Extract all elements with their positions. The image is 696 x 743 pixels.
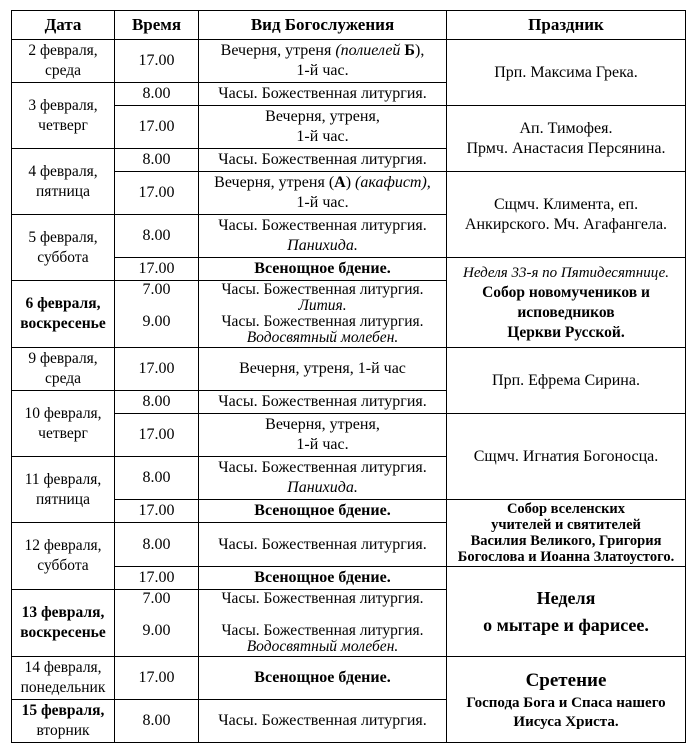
date-line: понедельник xyxy=(20,679,106,696)
service-cell: Часы. Божественная литургия. xyxy=(199,523,447,567)
date-line: суббота xyxy=(37,557,89,574)
service-line: Панихида. xyxy=(287,237,358,254)
date-cell xyxy=(12,215,115,281)
date-line: среда xyxy=(44,62,82,79)
header-cell-time: Время xyxy=(115,11,199,40)
spacer-line xyxy=(201,607,444,623)
time-cell: 8.00 xyxy=(115,457,199,500)
feast-cell: Сщмч. Игнатия Богоносца. xyxy=(447,414,686,500)
time-slot: 9.00 xyxy=(142,313,171,330)
time-slot: 7.00 xyxy=(142,590,171,607)
service-cell xyxy=(199,281,447,348)
feast-line: Сретение xyxy=(525,670,607,691)
service-cell: Часы. Божественная литургия. xyxy=(199,391,447,414)
service-line: Часы. Божественная литургия. xyxy=(221,313,424,330)
schedule-table xyxy=(11,10,686,743)
date-cell xyxy=(12,590,115,657)
time-cell: 17.00 xyxy=(115,258,199,281)
service-cell xyxy=(199,590,447,657)
date-line: пятница xyxy=(36,182,90,200)
date-line: вторник xyxy=(36,722,90,739)
table-row xyxy=(12,657,686,700)
date-cell xyxy=(12,657,115,700)
service-line: Лития. xyxy=(298,297,347,314)
date-line: 9 февраля, xyxy=(28,350,98,367)
date-cell xyxy=(12,149,115,215)
time-cell: 17.00 xyxy=(115,500,199,523)
date-line: 12 февраля, xyxy=(24,537,102,554)
date-line: 14 февраля, xyxy=(24,659,102,676)
service-line: Панихида. xyxy=(287,479,358,496)
service-line: Водосвятный молебен. xyxy=(246,638,399,655)
feast-line: Василия Великого, Григория xyxy=(470,533,662,549)
service-text-bold: Б xyxy=(404,42,415,59)
service-text-italic: (акафист), xyxy=(355,174,431,191)
date-cell xyxy=(12,457,115,523)
service-cell xyxy=(199,414,447,457)
service-line: Часы. Божественная литургия. xyxy=(218,459,427,476)
time-cell: 17.00 xyxy=(115,657,199,700)
feast-line: Прмч. Анастасия Персянина. xyxy=(466,139,666,157)
service-line: 1-й час. xyxy=(296,62,349,79)
feast-cell: Прп. Максима Грека. xyxy=(447,40,686,106)
service-cell: Всенощное бдение. xyxy=(199,258,447,281)
service-line: 1-й час. xyxy=(296,436,349,453)
feast-cell xyxy=(447,567,686,657)
feast-line: Собор новомучеников и xyxy=(482,283,650,301)
date-line: воскресенье xyxy=(20,315,106,332)
header-row xyxy=(12,11,686,40)
feast-cell: Прп. Ефрема Сирина. xyxy=(447,348,686,414)
service-cell: Вечерня, утреня, 1-й час xyxy=(199,348,447,391)
date-line: 3 февраля, xyxy=(28,96,98,114)
service-line: Часы. Божественная литургия. xyxy=(221,622,424,639)
time-cell: 8.00 xyxy=(115,149,199,172)
feast-line: Ап. Тимофея. xyxy=(519,119,613,137)
service-line xyxy=(201,41,444,61)
date-line: 10 февраля, xyxy=(24,404,102,422)
date-line: 13 февраля, xyxy=(21,604,105,621)
date-cell xyxy=(12,523,115,590)
feast-line: о мытаре и фарисее. xyxy=(483,614,649,635)
date-cell xyxy=(12,391,115,457)
date-cell xyxy=(12,281,115,348)
service-cell xyxy=(199,172,447,215)
time-cell xyxy=(115,281,199,348)
date-line: 11 февраля, xyxy=(24,470,102,488)
time-slot: 7.00 xyxy=(142,281,171,298)
service-cell: Часы. Божественная литургия. xyxy=(199,83,447,106)
date-line: суббота xyxy=(37,248,89,266)
date-line: пятница xyxy=(36,490,90,508)
feast-cell xyxy=(447,106,686,172)
date-cell xyxy=(12,700,115,743)
time-cell: 17.00 xyxy=(115,106,199,149)
time-cell xyxy=(115,590,199,657)
time-cell: 17.00 xyxy=(115,348,199,391)
table-row xyxy=(12,348,686,391)
service-line: Вечерня, утреня, xyxy=(265,108,380,125)
service-line: Часы. Божественная литургия. xyxy=(218,217,427,234)
feast-line: исповедников xyxy=(517,303,615,321)
feast-line: Анкирского. Мч. Агафангела. xyxy=(464,215,668,233)
time-cell: 17.00 xyxy=(115,414,199,457)
feast-line: Богослова и Иоанна Златоустого. xyxy=(457,549,675,565)
service-cell: Часы. Божественная литургия. xyxy=(199,149,447,172)
service-cell xyxy=(199,40,447,83)
service-text: Вечерня, утреня xyxy=(220,42,336,59)
service-cell: Часы. Божественная литургия. xyxy=(199,700,447,743)
time-cell: 8.00 xyxy=(115,523,199,567)
feast-cell xyxy=(447,258,686,348)
service-cell: Всенощное бдение. xyxy=(199,657,447,700)
time-cell: 8.00 xyxy=(115,700,199,743)
service-line: Часы. Божественная литургия. xyxy=(221,590,424,607)
service-text: ), xyxy=(415,42,425,59)
time-cell: 8.00 xyxy=(115,391,199,414)
feast-line: Неделя 33-я по Пятидесятнице. xyxy=(463,264,669,281)
feast-line: Иисуса Христа. xyxy=(513,714,619,730)
feast-cell xyxy=(447,172,686,258)
date-line: среда xyxy=(44,370,82,387)
header-cell-service: Вид Богослужения xyxy=(199,11,447,40)
service-line: 1-й час. xyxy=(296,128,349,145)
time-cell: 8.00 xyxy=(115,215,199,258)
feast-line: Собор вселенских xyxy=(506,501,626,517)
date-cell xyxy=(12,40,115,83)
service-cell xyxy=(199,215,447,258)
date-line: 6 февраля, xyxy=(25,295,101,312)
time-cell: 17.00 xyxy=(115,40,199,83)
feast-cell xyxy=(447,500,686,567)
feast-cell xyxy=(447,657,686,743)
service-cell xyxy=(199,106,447,149)
service-cell: Всенощное бдение. xyxy=(199,500,447,523)
feast-line: Господа Бога и Спаса нашего xyxy=(466,695,666,711)
feast-line: учителей и святителей xyxy=(491,517,641,533)
date-cell xyxy=(12,348,115,391)
feast-line: Сщмч. Климента, еп. xyxy=(493,195,639,213)
service-text-bold: А xyxy=(334,174,346,191)
feast-line: Неделя xyxy=(536,587,596,608)
date-line: 4 февраля, xyxy=(28,162,98,180)
date-line: четверг xyxy=(38,424,88,442)
service-text: Вечерня, утреня ( xyxy=(214,174,335,191)
time-cell: 8.00 xyxy=(115,83,199,106)
date-line: 15 февраля, xyxy=(21,702,105,719)
time-slot: 9.00 xyxy=(142,622,171,639)
header-cell-date: Дата xyxy=(12,11,115,40)
time-cell: 17.00 xyxy=(115,172,199,215)
date-line: 5 февраля, xyxy=(28,228,98,246)
date-cell xyxy=(12,83,115,149)
service-cell: Всенощное бдение. xyxy=(199,567,447,590)
service-line: 1-й час. xyxy=(296,194,349,211)
service-line: Часы. Божественная литургия. xyxy=(221,281,424,298)
service-line: Вечерня, утреня, xyxy=(265,416,380,433)
service-cell xyxy=(199,457,447,500)
service-line: Водосвятный молебен. xyxy=(246,329,399,346)
date-line: воскресенье xyxy=(20,624,106,641)
time-cell: 17.00 xyxy=(115,567,199,590)
service-text-italic: (полиелей xyxy=(335,42,405,59)
service-text: ) xyxy=(345,174,356,191)
date-line: 2 февраля, xyxy=(28,42,98,59)
date-line: четверг xyxy=(38,116,88,134)
header-cell-feast: Праздник xyxy=(447,11,686,40)
feast-line: Церкви Русской. xyxy=(507,323,625,341)
service-line xyxy=(201,173,444,193)
table-row xyxy=(12,40,686,83)
